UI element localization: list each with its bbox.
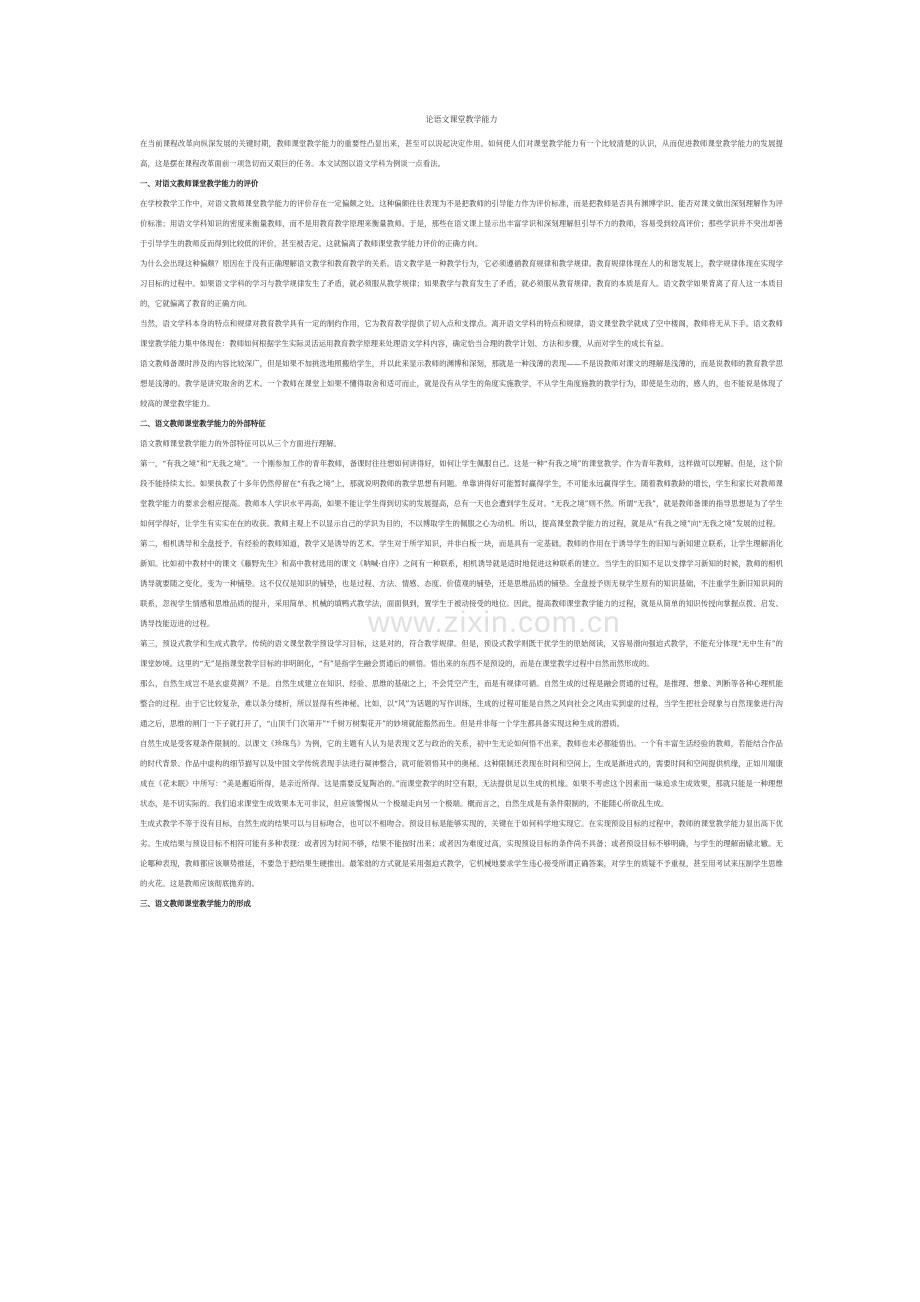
watermark: www.zixin.com.cn bbox=[368, 606, 621, 639]
paragraph: 在当前课程改革向纵深发展的关键时期，教师课堂教学能力的重要性凸显出来，甚至可以说起决定作用。如何使人们对课堂教学能力有一个比较清楚的认识，从而促进教师课堂教学能力的发展提高，这是摆在课程改革面前一项急切而又艰巨的任务。本文试图以语文学科为例谈一点看法。 bbox=[140, 139, 783, 168]
paragraph: 当然，语文学科本身的特点和规律对教育教学具有一定的制约作用，它为教育教学提供了切入点和支撑点。离开语文学科的特点和规律，语文课堂教学就成了空中楼阁，教师将无从下手。语文教师课堂教学能力集中体现在：教师如何根据学生实际灵活运用教育教学原理来处理语文学科内容，确定恰当合理的教学计划、方法和步骤，从而对学生的成长有益。 bbox=[140, 319, 783, 348]
paragraph: 为什么会出现这种偏颇？原因在于没有正确理解语文教学和教育教学的关系。语文教学是一种教学行为，它必须遵循教育规律和教学规律。教育规律体现在人的和谐发展上，教学规律体现在实现学习目标的过程中。如果语文学科的学习与教学规律发生了矛盾，就必须服从教学规律；如果教学与教育发生了矛盾，就必须服从教育规律。教育的本质是育人。语文教学如果背离了育人这一本质目的，它就偏离了教育的正确方向。 bbox=[140, 259, 783, 308]
section-heading: 二、语文教师课堂教学能力的外部特征 bbox=[140, 419, 266, 428]
paragraph: 语文教师备课时涉及的内容比较深广，但是如果不加挑选地照搬给学生，并以此来显示教师的渊博和深刻，那就是一种浅薄的表现——不是说教师对课文的理解是浅薄的，而是说教师的教育教学思想是浅薄的。教学是讲究取舍的艺术。一个教师在课堂上如果不懂得取舍和适可而止，就是没有从学生的角度实施教学，不从学生角度施教的教学行为，即使是生动的、感人的，也不能说是体现了较高的课堂教学能力。 bbox=[140, 359, 783, 408]
document-title: 论语文课堂教学能力 bbox=[425, 115, 498, 124]
document-content bbox=[140, 134, 783, 914]
paragraph: 第二，相机诱导和全盘授予。有经验的教师知道，教学又是诱导的艺术。学生对于所学知识，并非白板一块，而是具有一定基础。教师的作用在于诱导学生的旧知与新知建立联系，让学生理解消化新知。比如初中教材中的课文《藤野先生》和高中教材选用的课文《呐喊·自序》之间有一种联系，相机诱导就是适时地促进这种联系的建立。当学生的旧知不足以支撑学习新知的时候，教师的相机诱导就要随之变化，变为一种铺垫。这不仅仅是知识的铺垫，也是过程、方法、情感、态度、价值观的铺垫，还是思维品质的铺垫。全盘授予则无视学生原有的知识基础，不注重学生新旧知识间的联系，忽视学生情感和思维品质的提升，采用简单、机械的填鸭式教学法，面面俱到，置学生于被动接受的地位。因此，提高教师课堂教学能力的过程，就是从简单的知识传授向掌握点拨、启发、诱导技能迈进的过程。 bbox=[140, 539, 783, 628]
section-heading: 一、对语文教师课堂教学能力的评价 bbox=[140, 179, 259, 188]
paragraph: 那么，自然生成岂不是玄虚莫测？不是。自然生成建立在知识、经验、思维的基础之上，不会凭空产生，而是有规律可循。自然生成的过程是融会贯通的过程，是推理、想象、判断等各种心理机能整合的过程。由于它比较复杂，难以条分缕析，所以显得有些神秘。比如，以“风”为话题的写作训练，生成的过程可能是自然之风向社会之风由实到虚的过程，当学生把社会现象与自然现象进行沟通之后，思维的闸门一下子就打开了，“山顶千门次第开”“千树万树梨花开”的妙境就能豁然而生。但是并非每一个学生都具备实现这种生成的潜质。 bbox=[140, 679, 783, 728]
paragraph: 第一，“有我之境”和“无我之境”。一个刚参加工作的青年教师，备课时往往想如何讲得好，如何让学生佩服自己。这是一种“有我之境”的课堂教学。作为青年教师，这样做可以理解。但是，这个阶段不能持续太长。如果执教了十多年仍然停留在“有我之境”上，那就说明教师的教学思想有问题。单靠讲得好可能暂时赢得学生，不可能永远赢得学生。随着教师教龄的增长，学生和家长对教师课堂教学能力的要求会相应提高。教师本人学识水平再高，如果不能让学生得到切实的发展提高，总有一天也会遭到学生反对。“无我之境”则不然。所谓“无我”，就是教师备课的指导思想是为了学生如何学得好，让学生有实实在在的收获。教师主观上不以显示自己的学识为目的，不以博取学生的佩服之心为动机。所以，提高课堂教学能力的过程，就是从“有我之境”向“无我之境”发展的过程。 bbox=[140, 459, 783, 528]
section-heading: 三、语文教师课堂教学能力的形成 bbox=[140, 899, 251, 908]
paragraph: 语文教师课堂教学能力的外部特征可以从三个方面进行理解。 bbox=[140, 439, 341, 448]
paragraph: 第三，预设式教学和生成式教学。传统的语文课堂教学预设学习目标，这是对的，符合教学规律。但是，预设式教学则既干扰学生的原始阅读，又容易滑向强迫式教学，不能充分体现“无中生有”的课堂妙境。这里的“无”是指课堂教学目标的非明朗化，“有”是指学生融会贯通后的顿悟。悟出来的东西不是预设的，而是在课堂教学过程中自然而然形成的。 bbox=[140, 639, 783, 668]
document-body bbox=[140, 112, 783, 914]
paragraph: 自然生成是受客观条件限制的。以课文《珍珠鸟》为例，它的主题有人认为是表现文艺与政治的关系，初中生无论如何悟不出来，教师也未必都能悟出。一个有丰富生活经验的教师，若能结合作品的时代背景、作品中虚构的细节描写以及中国文学传统表现手法进行凝神整合，就可能领悟其中的奥秘。这种限制还表现在时间和空间上，生成是渐进式的，需要时间和空间提供机缘，正如川端康成在《花未眠》中所写：“美是邂逅所得，是亲近所得。这是需要反复陶冶的。”而课堂教学的时空有限，无法提供足以生成的机缘。如果不考虑这个因素而一味追求生成效果，那就只能是一种理想状态，是不切实际的。我们追求课堂生成效果本无可非议，但应该警惕从一个极端走向另一个极端。概而言之，自然生成是有条件限制的，不能随心所欲乱生成。 bbox=[140, 739, 783, 808]
paragraph: 在学校教学工作中，对语文教师课堂教学能力的评价存在一定偏颇之处。这种偏颇往往表现为不是把教师的引导能力作为评价标准，而是把教师是否具有渊博学识、能否对课文做出深刻理解作为评价标准；用语文学科知识的密度来衡量教师，而不是用教育教学原理来衡量教师。于是，那些在语文课上显示出丰富学识和深刻理解但引导不力的教师，容易受到较高评价；那些学识并不突出却善于引导学生的教师反而得到比较低的评价，甚至被否定。这就偏离了教师课堂教学能力评价的正确方向。 bbox=[140, 199, 783, 248]
paragraph: 生成式教学不等于没有目标，自然生成的结果可以与目标吻合，也可以不相吻合。预设目标是能够实现的，关键在于如何科学地实现它。在实现预设目标的过程中，教师的课堂教学能力显出高下优劣。生成结果与预设目标不相符可能有多种表现：或者因为时间不够，结果不能按时出来；或者因为难度过高，实现预设目标的条件尚不具备；或者预设目标不够明确，与学生的理解南辕北辙。无论哪种表现，教师都应该顺势推延，不要急于把结果生硬推出。最笨拙的方式就是采用强迫式教学，它机械地要求学生违心接受所谓正确答案，对学生的质疑不予重视，甚至用考试来压制学生思维的火花。这是教师应该彻底抛弃的。 bbox=[140, 819, 783, 888]
